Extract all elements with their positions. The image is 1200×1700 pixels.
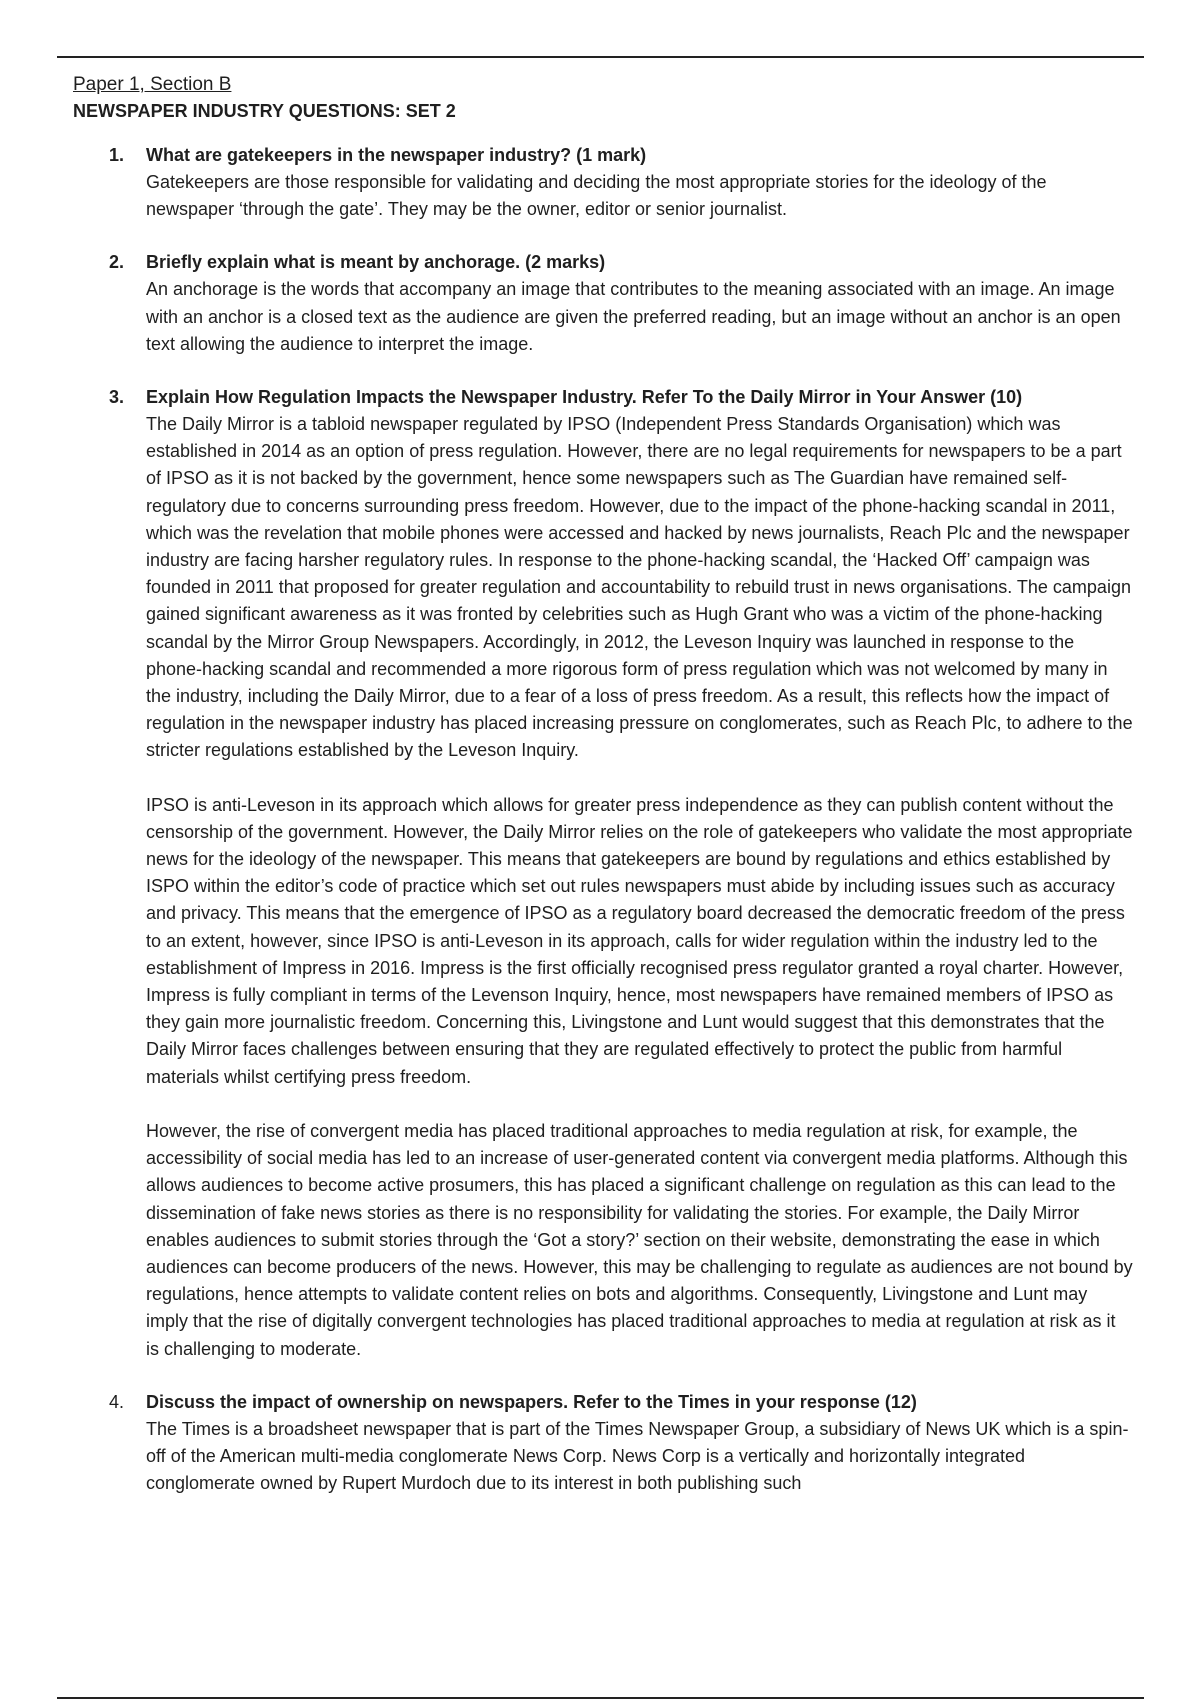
question-title: Discuss the impact of ownership on newspapers. Refer to the Times in your response (12) bbox=[146, 1391, 917, 1412]
answer-paragraph: IPSO is anti-Leveson in its approach which allows for greater press independence as they can publish content without the censorship of the government. However, the Daily Mirror relies on the role of gatekeepers who validate the most appropriate news for the ideology of the newspaper. This means that gatekeepers are bound by regulations and ethics established by ISPO within the editor’s code of practice which set out rules newspapers must abide by including issues such as accuracy and privacy. This means that the emergence of IPSO as a regulatory board decreased the democratic freedom of the press to an extent, however, since IPSO is anti-Leveson in its approach, calls for wider regulation within the industry led to the establishment of Impress in 2016. Impress is the first officially recognised press regulator granted a royal charter. However, Impress is fully compliant in terms of the Levenson Inquiry, hence, most newspapers have remained members of IPSO as they gain more journalistic freedom. Concerning this, Livingstone and Lunt would suggest that this demonstrates that the Daily Mirror faces challenges between ensuring that they are regulated effectively to protect the public from harmful materials whilst certifying press freedom. bbox=[146, 794, 1133, 1087]
question-4 bbox=[73, 1389, 1133, 1498]
question-2 bbox=[73, 249, 1133, 358]
answer-paragraph: The Daily Mirror is a tabloid newspaper regulated by IPSO (Independent Press Standards Organisation) which was established in 2014 as an option of press regulation. However, there are no legal requirements for newspapers to be a part of IPSO as it is not backed by the government, hence some newspapers such as The Guardian have remained self-regulatory due to concerns surrounding press freedom. However, due to the impact of the phone-hacking scandal in 2011, which was the revelation that mobile phones were accessed and hacked by news journalists, Reach Plc and the newspaper industry are facing harsher regulatory rules. In response to the phone-hacking scandal, the ‘Hacked Off’ campaign was founded in 2011 that proposed for greater regulation and accountability to rebuild trust in news organisations. The campaign gained significant awareness as it was fronted by celebrities such as Hugh Grant who was a victim of the phone-hacking scandal by the Mirror Group Newspapers. Accordingly, in 2012, the Leveson Inquiry was launched in response to the phone-hacking scandal and recommended a more rigorous form of press regulation which was not welcomed by many in the industry, including the Daily Mirror, due to a fear of a loss of press freedom. As a result, this reflects how the impact of regulation in the newspaper industry has placed increasing pressure on conglomerates, such as Reach Plc, to adhere to the stricter regulations established by the Leveson Inquiry. bbox=[146, 414, 1133, 761]
document-body bbox=[73, 72, 1133, 1523]
question-title: Explain How Regulation Impacts the Newspaper Industry. Refer To the Daily Mirror in Your Answer (10) bbox=[146, 387, 1023, 408]
answer-paragraph: The Times is a broadsheet newspaper that is part of the Times Newspaper Group, a subsidiary of News UK which is a spin-off of the American multi-media conglomerate News Corp. News Corp is a vertically and horizontally integrated conglomerate owned by Rupert Murdoch due to its interest in both publishing such bbox=[146, 1418, 1129, 1494]
answer-paragraph: However, the rise of convergent media has placed traditional approaches to media regulation at risk, for example, the accessibility of social media has led to an increase of user-generated content via convergent media platforms. Although this allows audiences to become active prosumers, this has placed a significant challenge on regulation as this can lead to the dissemination of fake news stories as there is no responsibility for validating the stories. For example, the Daily Mirror enables audiences to submit stories through the ‘Got a story?’ section on their website, demonstrating the ease in which audiences can become producers of the news. However, this may be challenging to regulate as audiences are not bound by regulations, hence attempts to validate content relies on bots and algorithms. Consequently, Livingstone and Lunt may imply that the rise of digitally convergent technologies has placed traditional approaches to media at regulation at risk as it is challenging to moderate. bbox=[146, 1120, 1133, 1359]
question-number: 1. bbox=[109, 145, 125, 165]
question-number: 4. bbox=[109, 1391, 125, 1412]
answer-paragraph: Gatekeepers are those responsible for validating and deciding the most appropriate stories for the ideology of the newspaper ‘through the gate’. They may be the owner, editor or senior journalist. bbox=[146, 172, 1047, 220]
question-title: What are gatekeepers in the newspaper industry? (1 mark) bbox=[146, 145, 647, 165]
question-number: 3. bbox=[109, 387, 125, 408]
set-title: NEWSPAPER INDUSTRY QUESTIONS: SET 2 bbox=[73, 101, 456, 121]
question-3 bbox=[73, 384, 1133, 1363]
bottom-rule bbox=[57, 1697, 1144, 1699]
section-label: Paper 1, Section B bbox=[73, 74, 232, 95]
question-number: 2. bbox=[109, 252, 125, 273]
answer-paragraph: An anchorage is the words that accompany an image that contributes to the meaning associated with an image. An image with an anchor is a closed text as the audience are given the preferred reading, but an image without an anchor is an open text allowing the audience to interpret the image. bbox=[146, 279, 1121, 354]
question-1 bbox=[73, 142, 1133, 223]
question-title: Briefly explain what is meant by anchorage. (2 marks) bbox=[146, 252, 606, 273]
top-rule bbox=[57, 56, 1144, 58]
